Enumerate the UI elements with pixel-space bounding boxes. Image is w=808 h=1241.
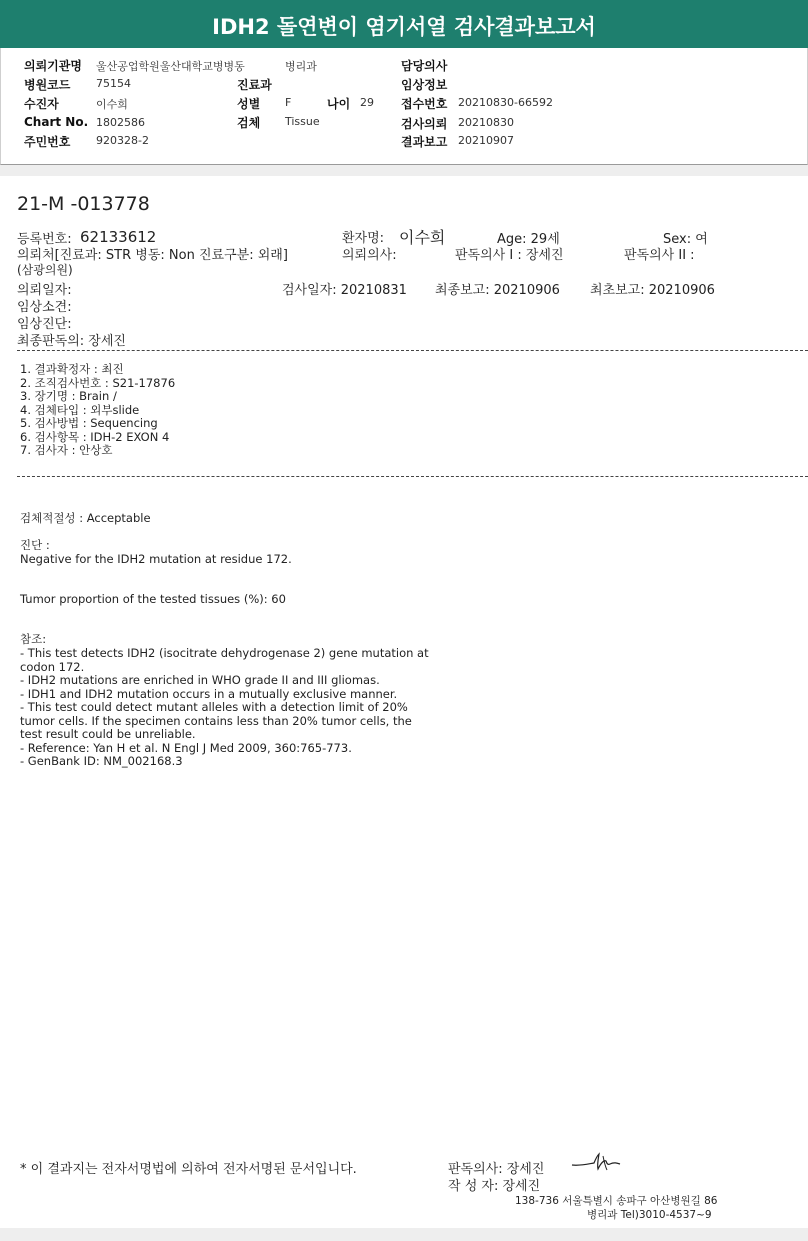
sex-value: F: [285, 96, 292, 109]
doctor-label: 담당의사: [401, 59, 448, 73]
sex-text: Sex: 여: [663, 232, 708, 247]
dashed-divider-2: [17, 476, 808, 477]
esign-notice: * 이 결과지는 전자서명법에 의하여 전자서명된 문서입니다.: [20, 1162, 357, 1177]
reader1-text: 판독의사 I : 장세진: [455, 248, 564, 263]
list-item: 6. 검사항목 : IDH-2 EXON 4: [20, 429, 170, 444]
test-items-list: [20, 363, 175, 458]
report-date-label: 결과보고: [401, 135, 448, 149]
clinical-dx-text: 임상진단:: [17, 317, 72, 332]
report-date-value: 20210907: [458, 134, 514, 147]
clinical-finding-text: 임상소견:: [17, 300, 72, 315]
note-line: - GenBank ID: NM_002168.3: [20, 754, 183, 768]
list-item: 4. 검체타입 : 외부slide: [20, 402, 140, 417]
list-item: 3. 장기명 : Brain /: [20, 389, 117, 403]
test-date-text: 검사일자: 20210831: [282, 283, 407, 298]
note-line: tumor cells. If the specimen contains less than 20% tumor cells, the: [20, 713, 412, 728]
recipient-value: 이수희: [96, 98, 128, 111]
tumor-proportion-text: Tumor proportion of the tested tissues (%): 60: [20, 592, 286, 606]
reg-label: 등록번호:: [17, 232, 72, 247]
footer-phone: 병리과 Tel)3010-4537~9: [587, 1209, 712, 1221]
chart-no-label: Chart No.: [24, 115, 89, 129]
request-label: 검사의뢰: [401, 117, 448, 131]
sex-label: 성별: [237, 97, 261, 111]
note-line: - IDH2 mutations are enriched in WHO grade II and III gliomas.: [20, 673, 380, 687]
note-line: - IDH1 and IDH2 mutation occurs in a mutually exclusive manner.: [20, 686, 398, 701]
req-date-text: 의뢰일자:: [17, 283, 72, 298]
first-report-text: 최초보고: 20210906: [590, 283, 715, 298]
separator-band: [0, 165, 808, 176]
resident-no-label: 주민번호: [24, 135, 71, 149]
req-doctor-text: 의뢰의사:: [342, 248, 397, 263]
recipient-label: 수진자: [24, 97, 59, 111]
list-item: 2. 조직검사번호 : S21-17876: [20, 375, 176, 390]
list-item: 1. 결과확정자 : 최진: [20, 362, 124, 376]
notes-label: 참조:: [20, 632, 47, 646]
dept-label: 진료과: [237, 78, 272, 92]
note-line: - Reference: Yan H et al. N Engl J Med 2009, 360:765-773.: [20, 740, 352, 755]
resident-no-value: 920328-2: [96, 134, 149, 147]
signature-image: [570, 1152, 622, 1174]
report-title: IDH2 돌연변이 염기서열 검사결과보고서: [0, 6, 808, 48]
diagnosis-label: 진단 :: [20, 538, 50, 552]
hospital-code-label: 병원코드: [24, 78, 71, 92]
clinical-info-label: 임상정보: [401, 78, 448, 92]
ward-value: 병리과: [285, 60, 317, 73]
institution-label: 의뢰기관명: [24, 59, 82, 73]
notes-list: [20, 647, 429, 769]
footer-writer: 작 성 자: 장세진: [448, 1179, 541, 1194]
age-text: Age: 29세: [497, 232, 560, 247]
patient-label: 환자명:: [342, 231, 385, 246]
footer-reader: 판독의사: 장세진: [448, 1162, 545, 1177]
footer-address: 138-736 서울특별시 송파구 아산병원길 86: [515, 1195, 718, 1207]
age-label: 나이: [327, 97, 351, 111]
list-item: 7. 검사자 : 안상호: [20, 443, 113, 457]
adequacy-text: 검체적절성 : Acceptable: [20, 511, 151, 525]
specimen-value: Tissue: [285, 115, 320, 128]
list-item: 5. 검사방법 : Sequencing: [20, 416, 158, 430]
bottom-band: [0, 1228, 808, 1241]
institution-value: 울산공업학원울산대학교병병동: [96, 60, 245, 73]
final-reader-text: 최종판독의: 장세진: [17, 334, 126, 349]
patient-name: 이수희: [399, 228, 446, 247]
chart-no-value: 1802586: [96, 116, 145, 129]
final-report-text: 최종보고: 20210906: [435, 283, 560, 298]
request-value: 20210830: [458, 116, 514, 129]
receipt-label: 접수번호: [401, 97, 448, 111]
hospital-code-value: 75154: [96, 77, 131, 90]
specimen-label: 검체: [237, 116, 261, 130]
receipt-value: 20210830-66592: [458, 96, 553, 109]
note-line: - This test detects IDH2 (isocitrate dehydrogenase 2) gene mutation at: [20, 646, 429, 660]
document-number: 21-M -013778: [17, 193, 150, 215]
note-line: - This test could detect mutant alleles with a detection limit of 20%: [20, 700, 408, 714]
note-line: test result could be unreliable.: [20, 727, 196, 741]
dashed-divider-1: [17, 350, 808, 351]
reg-value: 62133612: [80, 228, 157, 246]
diagnosis-text: Negative for the IDH2 mutation at residue 172.: [20, 552, 292, 566]
referrer-text: 의뢰처[진료과: STR 병동: Non 진료구분: 외래]: [17, 248, 288, 263]
clinic-text: (삼광의원): [17, 263, 73, 277]
note-line: codon 172.: [20, 659, 85, 674]
reader2-text: 판독의사 II :: [624, 248, 695, 263]
age-value: 29: [360, 96, 374, 109]
